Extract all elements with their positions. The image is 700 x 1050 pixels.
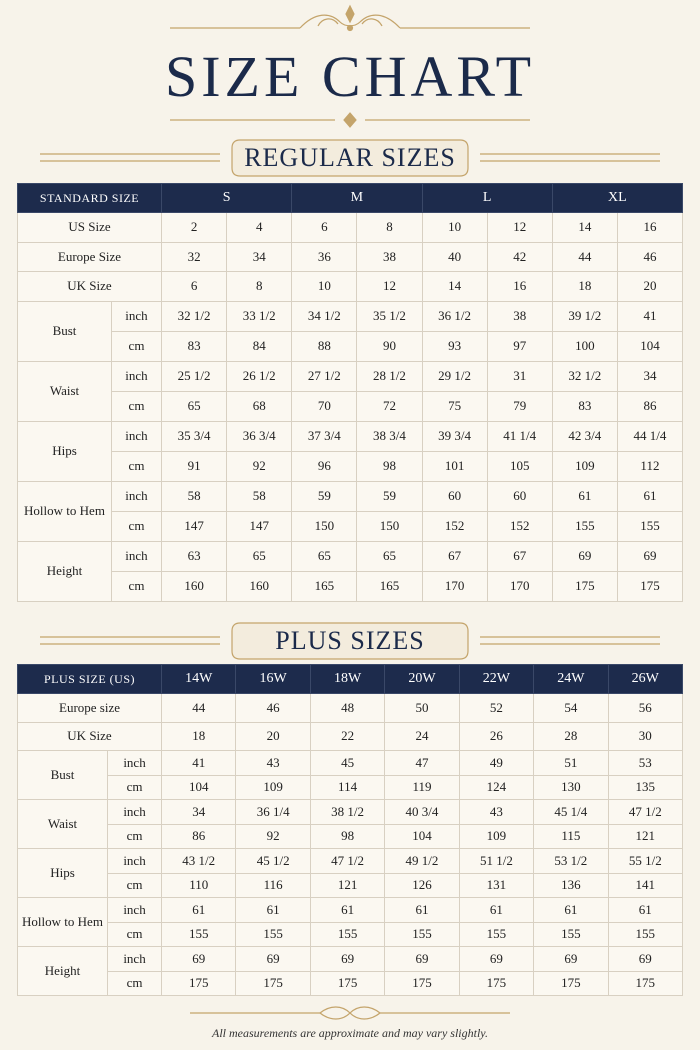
measurement-value-cell: 45 1/2 bbox=[236, 849, 310, 874]
measurement-value-cell: 63 bbox=[162, 541, 227, 571]
measurement-value-cell: 61 bbox=[459, 898, 533, 923]
measurement-value-cell: 152 bbox=[422, 511, 487, 541]
size-value-cell: 10 bbox=[292, 272, 357, 302]
measurement-value-cell: 32 1/2 bbox=[552, 361, 617, 391]
plus-size-col-header: 14W bbox=[162, 665, 236, 694]
size-value-cell: 44 bbox=[162, 694, 236, 723]
measurement-value-cell: 175 bbox=[236, 971, 310, 996]
measurement-value-cell: 67 bbox=[487, 541, 552, 571]
measurement-value-cell: 112 bbox=[617, 451, 682, 481]
measurement-label: Hollow to Hem bbox=[18, 898, 108, 947]
row-label: US Size bbox=[18, 213, 162, 243]
measurement-value-cell: 155 bbox=[534, 922, 608, 947]
measurement-value-cell: 35 1/2 bbox=[357, 301, 422, 331]
measurement-value-cell: 25 1/2 bbox=[162, 361, 227, 391]
measurement-value-cell: 130 bbox=[534, 775, 608, 800]
table-row bbox=[18, 481, 683, 511]
measurement-value-cell: 69 bbox=[552, 541, 617, 571]
measurement-value-cell: 47 1/2 bbox=[310, 849, 384, 874]
measurement-value-cell: 61 bbox=[236, 898, 310, 923]
measurement-value-cell: 175 bbox=[617, 571, 682, 601]
size-value-cell: 22 bbox=[310, 722, 384, 751]
unit-label: inch bbox=[112, 541, 162, 571]
plus-size-col-header: 24W bbox=[534, 665, 608, 694]
size-value-cell: 14 bbox=[422, 272, 487, 302]
measurement-value-cell: 121 bbox=[310, 873, 384, 898]
measurement-value-cell: 61 bbox=[552, 481, 617, 511]
size-value-cell: 14 bbox=[552, 213, 617, 243]
size-value-cell: 20 bbox=[617, 272, 682, 302]
measurement-value-cell: 100 bbox=[552, 331, 617, 361]
size-value-cell: 6 bbox=[162, 272, 227, 302]
measurement-value-cell: 69 bbox=[236, 947, 310, 972]
measurement-value-cell: 47 1/2 bbox=[608, 800, 682, 825]
measurement-value-cell: 96 bbox=[292, 451, 357, 481]
measurement-value-cell: 83 bbox=[162, 331, 227, 361]
measurement-value-cell: 147 bbox=[162, 511, 227, 541]
measurement-value-cell: 104 bbox=[385, 824, 459, 849]
measurement-value-cell: 51 bbox=[534, 751, 608, 776]
measurement-label: Height bbox=[18, 541, 112, 601]
table-row bbox=[18, 421, 683, 451]
measurement-value-cell: 29 1/2 bbox=[422, 361, 487, 391]
measurement-value-cell: 47 bbox=[385, 751, 459, 776]
unit-label: inch bbox=[112, 481, 162, 511]
measurement-value-cell: 53 bbox=[608, 751, 682, 776]
measurement-label: Height bbox=[18, 947, 108, 996]
measurement-value-cell: 147 bbox=[227, 511, 292, 541]
measurement-value-cell: 98 bbox=[310, 824, 384, 849]
size-value-cell: 48 bbox=[310, 694, 384, 723]
measurement-value-cell: 68 bbox=[227, 391, 292, 421]
measurement-value-cell: 109 bbox=[459, 824, 533, 849]
measurement-value-cell: 43 bbox=[459, 800, 533, 825]
size-value-cell: 20 bbox=[236, 722, 310, 751]
size-value-cell: 32 bbox=[162, 242, 227, 272]
unit-label: cm bbox=[108, 775, 162, 800]
unit-label: cm bbox=[112, 511, 162, 541]
table-row bbox=[18, 694, 683, 723]
plus-sizes-heading: PLUS SIZES bbox=[275, 626, 425, 655]
measurement-value-cell: 42 3/4 bbox=[552, 421, 617, 451]
unit-label: cm bbox=[112, 451, 162, 481]
size-value-cell: 12 bbox=[357, 272, 422, 302]
measurement-value-cell: 49 1/2 bbox=[385, 849, 459, 874]
size-value-cell: 12 bbox=[487, 213, 552, 243]
measurement-label: Hips bbox=[18, 421, 112, 481]
measurement-disclaimer: All measurements are approximate and may vary slightly. bbox=[212, 1026, 488, 1040]
unit-label: cm bbox=[108, 873, 162, 898]
size-value-cell: 46 bbox=[236, 694, 310, 723]
measurement-value-cell: 126 bbox=[385, 873, 459, 898]
table-row bbox=[18, 511, 683, 541]
size-value-cell: 52 bbox=[459, 694, 533, 723]
measurement-value-cell: 115 bbox=[534, 824, 608, 849]
size-value-cell: 28 bbox=[534, 722, 608, 751]
measurement-value-cell: 175 bbox=[385, 971, 459, 996]
measurement-value-cell: 45 1/4 bbox=[534, 800, 608, 825]
measurement-value-cell: 34 1/2 bbox=[292, 301, 357, 331]
measurement-value-cell: 175 bbox=[310, 971, 384, 996]
size-group-header: L bbox=[422, 184, 552, 213]
size-value-cell: 42 bbox=[487, 242, 552, 272]
measurement-value-cell: 152 bbox=[487, 511, 552, 541]
measurement-value-cell: 170 bbox=[487, 571, 552, 601]
measurement-value-cell: 155 bbox=[236, 922, 310, 947]
measurement-label: Hips bbox=[18, 849, 108, 898]
measurement-value-cell: 165 bbox=[292, 571, 357, 601]
row-label: UK Size bbox=[18, 272, 162, 302]
measurement-value-cell: 38 1/2 bbox=[310, 800, 384, 825]
measurement-value-cell: 65 bbox=[357, 541, 422, 571]
measurement-value-cell: 141 bbox=[608, 873, 682, 898]
measurement-value-cell: 39 3/4 bbox=[422, 421, 487, 451]
size-value-cell: 8 bbox=[357, 213, 422, 243]
measurement-value-cell: 60 bbox=[422, 481, 487, 511]
measurement-value-cell: 92 bbox=[227, 451, 292, 481]
measurement-label: Waist bbox=[18, 361, 112, 421]
table-row bbox=[18, 824, 683, 849]
measurement-value-cell: 175 bbox=[534, 971, 608, 996]
measurement-value-cell: 86 bbox=[162, 824, 236, 849]
size-value-cell: 56 bbox=[608, 694, 682, 723]
measurement-label: Bust bbox=[18, 751, 108, 800]
measurement-value-cell: 119 bbox=[385, 775, 459, 800]
measurement-value-cell: 31 bbox=[487, 361, 552, 391]
measurement-value-cell: 114 bbox=[310, 775, 384, 800]
table-row bbox=[18, 391, 683, 421]
measurement-value-cell: 59 bbox=[292, 481, 357, 511]
size-value-cell: 46 bbox=[617, 242, 682, 272]
measurement-value-cell: 150 bbox=[357, 511, 422, 541]
measurement-value-cell: 61 bbox=[617, 481, 682, 511]
measurement-value-cell: 155 bbox=[385, 922, 459, 947]
measurement-value-cell: 92 bbox=[236, 824, 310, 849]
measurement-value-cell: 60 bbox=[487, 481, 552, 511]
measurement-value-cell: 150 bbox=[292, 511, 357, 541]
size-group-header: XL bbox=[552, 184, 682, 213]
measurement-value-cell: 88 bbox=[292, 331, 357, 361]
plus-size-col-header: 20W bbox=[385, 665, 459, 694]
size-value-cell: 10 bbox=[422, 213, 487, 243]
unit-label: cm bbox=[108, 922, 162, 947]
measurement-value-cell: 58 bbox=[227, 481, 292, 511]
measurement-value-cell: 136 bbox=[534, 873, 608, 898]
measurement-value-cell: 39 1/2 bbox=[552, 301, 617, 331]
measurement-value-cell: 175 bbox=[162, 971, 236, 996]
measurement-value-cell: 38 bbox=[487, 301, 552, 331]
table-row bbox=[18, 873, 683, 898]
size-value-cell: 36 bbox=[292, 242, 357, 272]
measurement-value-cell: 38 3/4 bbox=[357, 421, 422, 451]
size-value-cell: 2 bbox=[162, 213, 227, 243]
measurement-label: Bust bbox=[18, 301, 112, 361]
measurement-value-cell: 72 bbox=[357, 391, 422, 421]
measurement-value-cell: 69 bbox=[617, 541, 682, 571]
measurement-value-cell: 61 bbox=[385, 898, 459, 923]
unit-label: cm bbox=[112, 391, 162, 421]
measurement-value-cell: 61 bbox=[162, 898, 236, 923]
unit-label: inch bbox=[108, 849, 162, 874]
table-row bbox=[18, 242, 683, 272]
measurement-value-cell: 90 bbox=[357, 331, 422, 361]
measurement-value-cell: 61 bbox=[534, 898, 608, 923]
page-title: SIZE CHART bbox=[164, 44, 536, 109]
measurement-value-cell: 51 1/2 bbox=[459, 849, 533, 874]
measurement-value-cell: 34 bbox=[162, 800, 236, 825]
size-value-cell: 34 bbox=[227, 242, 292, 272]
size-value-cell: 38 bbox=[357, 242, 422, 272]
measurement-value-cell: 61 bbox=[310, 898, 384, 923]
measurement-value-cell: 69 bbox=[534, 947, 608, 972]
measurement-value-cell: 27 1/2 bbox=[292, 361, 357, 391]
measurement-value-cell: 165 bbox=[357, 571, 422, 601]
measurement-value-cell: 69 bbox=[385, 947, 459, 972]
measurement-value-cell: 84 bbox=[227, 331, 292, 361]
measurement-value-cell: 36 1/4 bbox=[236, 800, 310, 825]
size-value-cell: 44 bbox=[552, 242, 617, 272]
standard-size-header: STANDARD SIZE bbox=[18, 184, 162, 213]
table-row bbox=[18, 922, 683, 947]
table-row bbox=[18, 971, 683, 996]
plus-size-header: PLUS SIZE (US) bbox=[18, 665, 162, 694]
measurement-value-cell: 155 bbox=[617, 511, 682, 541]
table-row bbox=[18, 751, 683, 776]
measurement-value-cell: 155 bbox=[459, 922, 533, 947]
unit-label: cm bbox=[112, 331, 162, 361]
measurement-value-cell: 28 1/2 bbox=[357, 361, 422, 391]
plus-size-col-header: 16W bbox=[236, 665, 310, 694]
measurement-value-cell: 69 bbox=[162, 947, 236, 972]
measurement-value-cell: 160 bbox=[227, 571, 292, 601]
measurement-value-cell: 175 bbox=[608, 971, 682, 996]
measurement-value-cell: 36 3/4 bbox=[227, 421, 292, 451]
unit-label: inch bbox=[108, 751, 162, 776]
measurement-value-cell: 59 bbox=[357, 481, 422, 511]
measurement-value-cell: 83 bbox=[552, 391, 617, 421]
size-value-cell: 8 bbox=[227, 272, 292, 302]
table-row bbox=[18, 361, 683, 391]
table-row bbox=[18, 451, 683, 481]
measurement-value-cell: 69 bbox=[310, 947, 384, 972]
measurement-value-cell: 55 1/2 bbox=[608, 849, 682, 874]
size-value-cell: 24 bbox=[385, 722, 459, 751]
row-label: UK Size bbox=[18, 722, 162, 751]
measurement-value-cell: 170 bbox=[422, 571, 487, 601]
size-value-cell: 40 bbox=[422, 242, 487, 272]
regular-size-table bbox=[17, 183, 683, 602]
measurement-value-cell: 37 3/4 bbox=[292, 421, 357, 451]
measurement-value-cell: 61 bbox=[608, 898, 682, 923]
measurement-value-cell: 58 bbox=[162, 481, 227, 511]
size-value-cell: 4 bbox=[227, 213, 292, 243]
row-label: Europe size bbox=[18, 694, 162, 723]
size-value-cell: 54 bbox=[534, 694, 608, 723]
table-row bbox=[18, 571, 683, 601]
measurement-value-cell: 53 1/2 bbox=[534, 849, 608, 874]
measurement-value-cell: 32 1/2 bbox=[162, 301, 227, 331]
unit-label: cm bbox=[108, 824, 162, 849]
size-value-cell: 16 bbox=[617, 213, 682, 243]
unit-label: inch bbox=[112, 301, 162, 331]
size-value-cell: 16 bbox=[487, 272, 552, 302]
measurement-value-cell: 124 bbox=[459, 775, 533, 800]
measurement-value-cell: 155 bbox=[162, 922, 236, 947]
measurement-value-cell: 155 bbox=[310, 922, 384, 947]
table-row bbox=[18, 301, 683, 331]
unit-label: inch bbox=[108, 947, 162, 972]
measurement-value-cell: 36 1/2 bbox=[422, 301, 487, 331]
measurement-value-cell: 131 bbox=[459, 873, 533, 898]
measurement-value-cell: 109 bbox=[236, 775, 310, 800]
measurement-value-cell: 69 bbox=[608, 947, 682, 972]
unit-label: inch bbox=[108, 898, 162, 923]
measurement-label: Hollow to Hem bbox=[18, 481, 112, 541]
measurement-value-cell: 65 bbox=[292, 541, 357, 571]
measurement-value-cell: 105 bbox=[487, 451, 552, 481]
size-value-cell: 6 bbox=[292, 213, 357, 243]
measurement-value-cell: 34 bbox=[617, 361, 682, 391]
bottom-flourish-ornament bbox=[0, 1002, 700, 1024]
table-row bbox=[18, 213, 683, 243]
size-value-cell: 50 bbox=[385, 694, 459, 723]
size-value-cell: 30 bbox=[608, 722, 682, 751]
measurement-value-cell: 109 bbox=[552, 451, 617, 481]
table-row bbox=[18, 800, 683, 825]
table-row bbox=[18, 849, 683, 874]
measurement-value-cell: 43 bbox=[236, 751, 310, 776]
measurement-value-cell: 35 3/4 bbox=[162, 421, 227, 451]
size-group-header: S bbox=[162, 184, 292, 213]
plus-size-table bbox=[17, 664, 683, 996]
size-group-header: M bbox=[292, 184, 422, 213]
measurement-value-cell: 65 bbox=[227, 541, 292, 571]
unit-label: cm bbox=[108, 971, 162, 996]
measurement-value-cell: 98 bbox=[357, 451, 422, 481]
measurement-value-cell: 91 bbox=[162, 451, 227, 481]
measurement-value-cell: 65 bbox=[162, 391, 227, 421]
measurement-value-cell: 160 bbox=[162, 571, 227, 601]
measurement-value-cell: 97 bbox=[487, 331, 552, 361]
measurement-value-cell: 155 bbox=[608, 922, 682, 947]
measurement-value-cell: 49 bbox=[459, 751, 533, 776]
measurement-value-cell: 155 bbox=[552, 511, 617, 541]
measurement-value-cell: 41 bbox=[162, 751, 236, 776]
measurement-value-cell: 70 bbox=[292, 391, 357, 421]
measurement-value-cell: 121 bbox=[608, 824, 682, 849]
plus-size-col-header: 18W bbox=[310, 665, 384, 694]
measurement-value-cell: 116 bbox=[236, 873, 310, 898]
measurement-label: Waist bbox=[18, 800, 108, 849]
measurement-value-cell: 41 bbox=[617, 301, 682, 331]
plus-size-col-header: 26W bbox=[608, 665, 682, 694]
unit-label: cm bbox=[112, 571, 162, 601]
measurement-value-cell: 33 1/2 bbox=[227, 301, 292, 331]
measurement-value-cell: 45 bbox=[310, 751, 384, 776]
measurement-value-cell: 110 bbox=[162, 873, 236, 898]
unit-label: inch bbox=[112, 361, 162, 391]
table-row bbox=[18, 272, 683, 302]
measurement-value-cell: 104 bbox=[617, 331, 682, 361]
measurement-value-cell: 69 bbox=[459, 947, 533, 972]
measurement-value-cell: 101 bbox=[422, 451, 487, 481]
table-row bbox=[18, 722, 683, 751]
measurement-value-cell: 175 bbox=[552, 571, 617, 601]
regular-sizes-heading: REGULAR SIZES bbox=[244, 143, 456, 172]
plus-size-col-header: 22W bbox=[459, 665, 533, 694]
row-label: Europe Size bbox=[18, 242, 162, 272]
table-row bbox=[18, 331, 683, 361]
measurement-value-cell: 79 bbox=[487, 391, 552, 421]
measurement-value-cell: 175 bbox=[459, 971, 533, 996]
table-row bbox=[18, 947, 683, 972]
measurement-value-cell: 41 1/4 bbox=[487, 421, 552, 451]
measurement-value-cell: 93 bbox=[422, 331, 487, 361]
measurement-value-cell: 67 bbox=[422, 541, 487, 571]
table-row bbox=[18, 898, 683, 923]
title-divider-ornament bbox=[0, 108, 700, 132]
size-value-cell: 18 bbox=[552, 272, 617, 302]
measurement-value-cell: 44 1/4 bbox=[617, 421, 682, 451]
unit-label: inch bbox=[112, 421, 162, 451]
table-row bbox=[18, 775, 683, 800]
top-flourish-ornament bbox=[0, 0, 700, 40]
measurement-value-cell: 40 3/4 bbox=[385, 800, 459, 825]
measurement-value-cell: 135 bbox=[608, 775, 682, 800]
measurement-value-cell: 86 bbox=[617, 391, 682, 421]
size-value-cell: 26 bbox=[459, 722, 533, 751]
unit-label: inch bbox=[108, 800, 162, 825]
measurement-value-cell: 43 1/2 bbox=[162, 849, 236, 874]
measurement-value-cell: 75 bbox=[422, 391, 487, 421]
measurement-value-cell: 26 1/2 bbox=[227, 361, 292, 391]
measurement-value-cell: 104 bbox=[162, 775, 236, 800]
table-row bbox=[18, 541, 683, 571]
size-value-cell: 18 bbox=[162, 722, 236, 751]
